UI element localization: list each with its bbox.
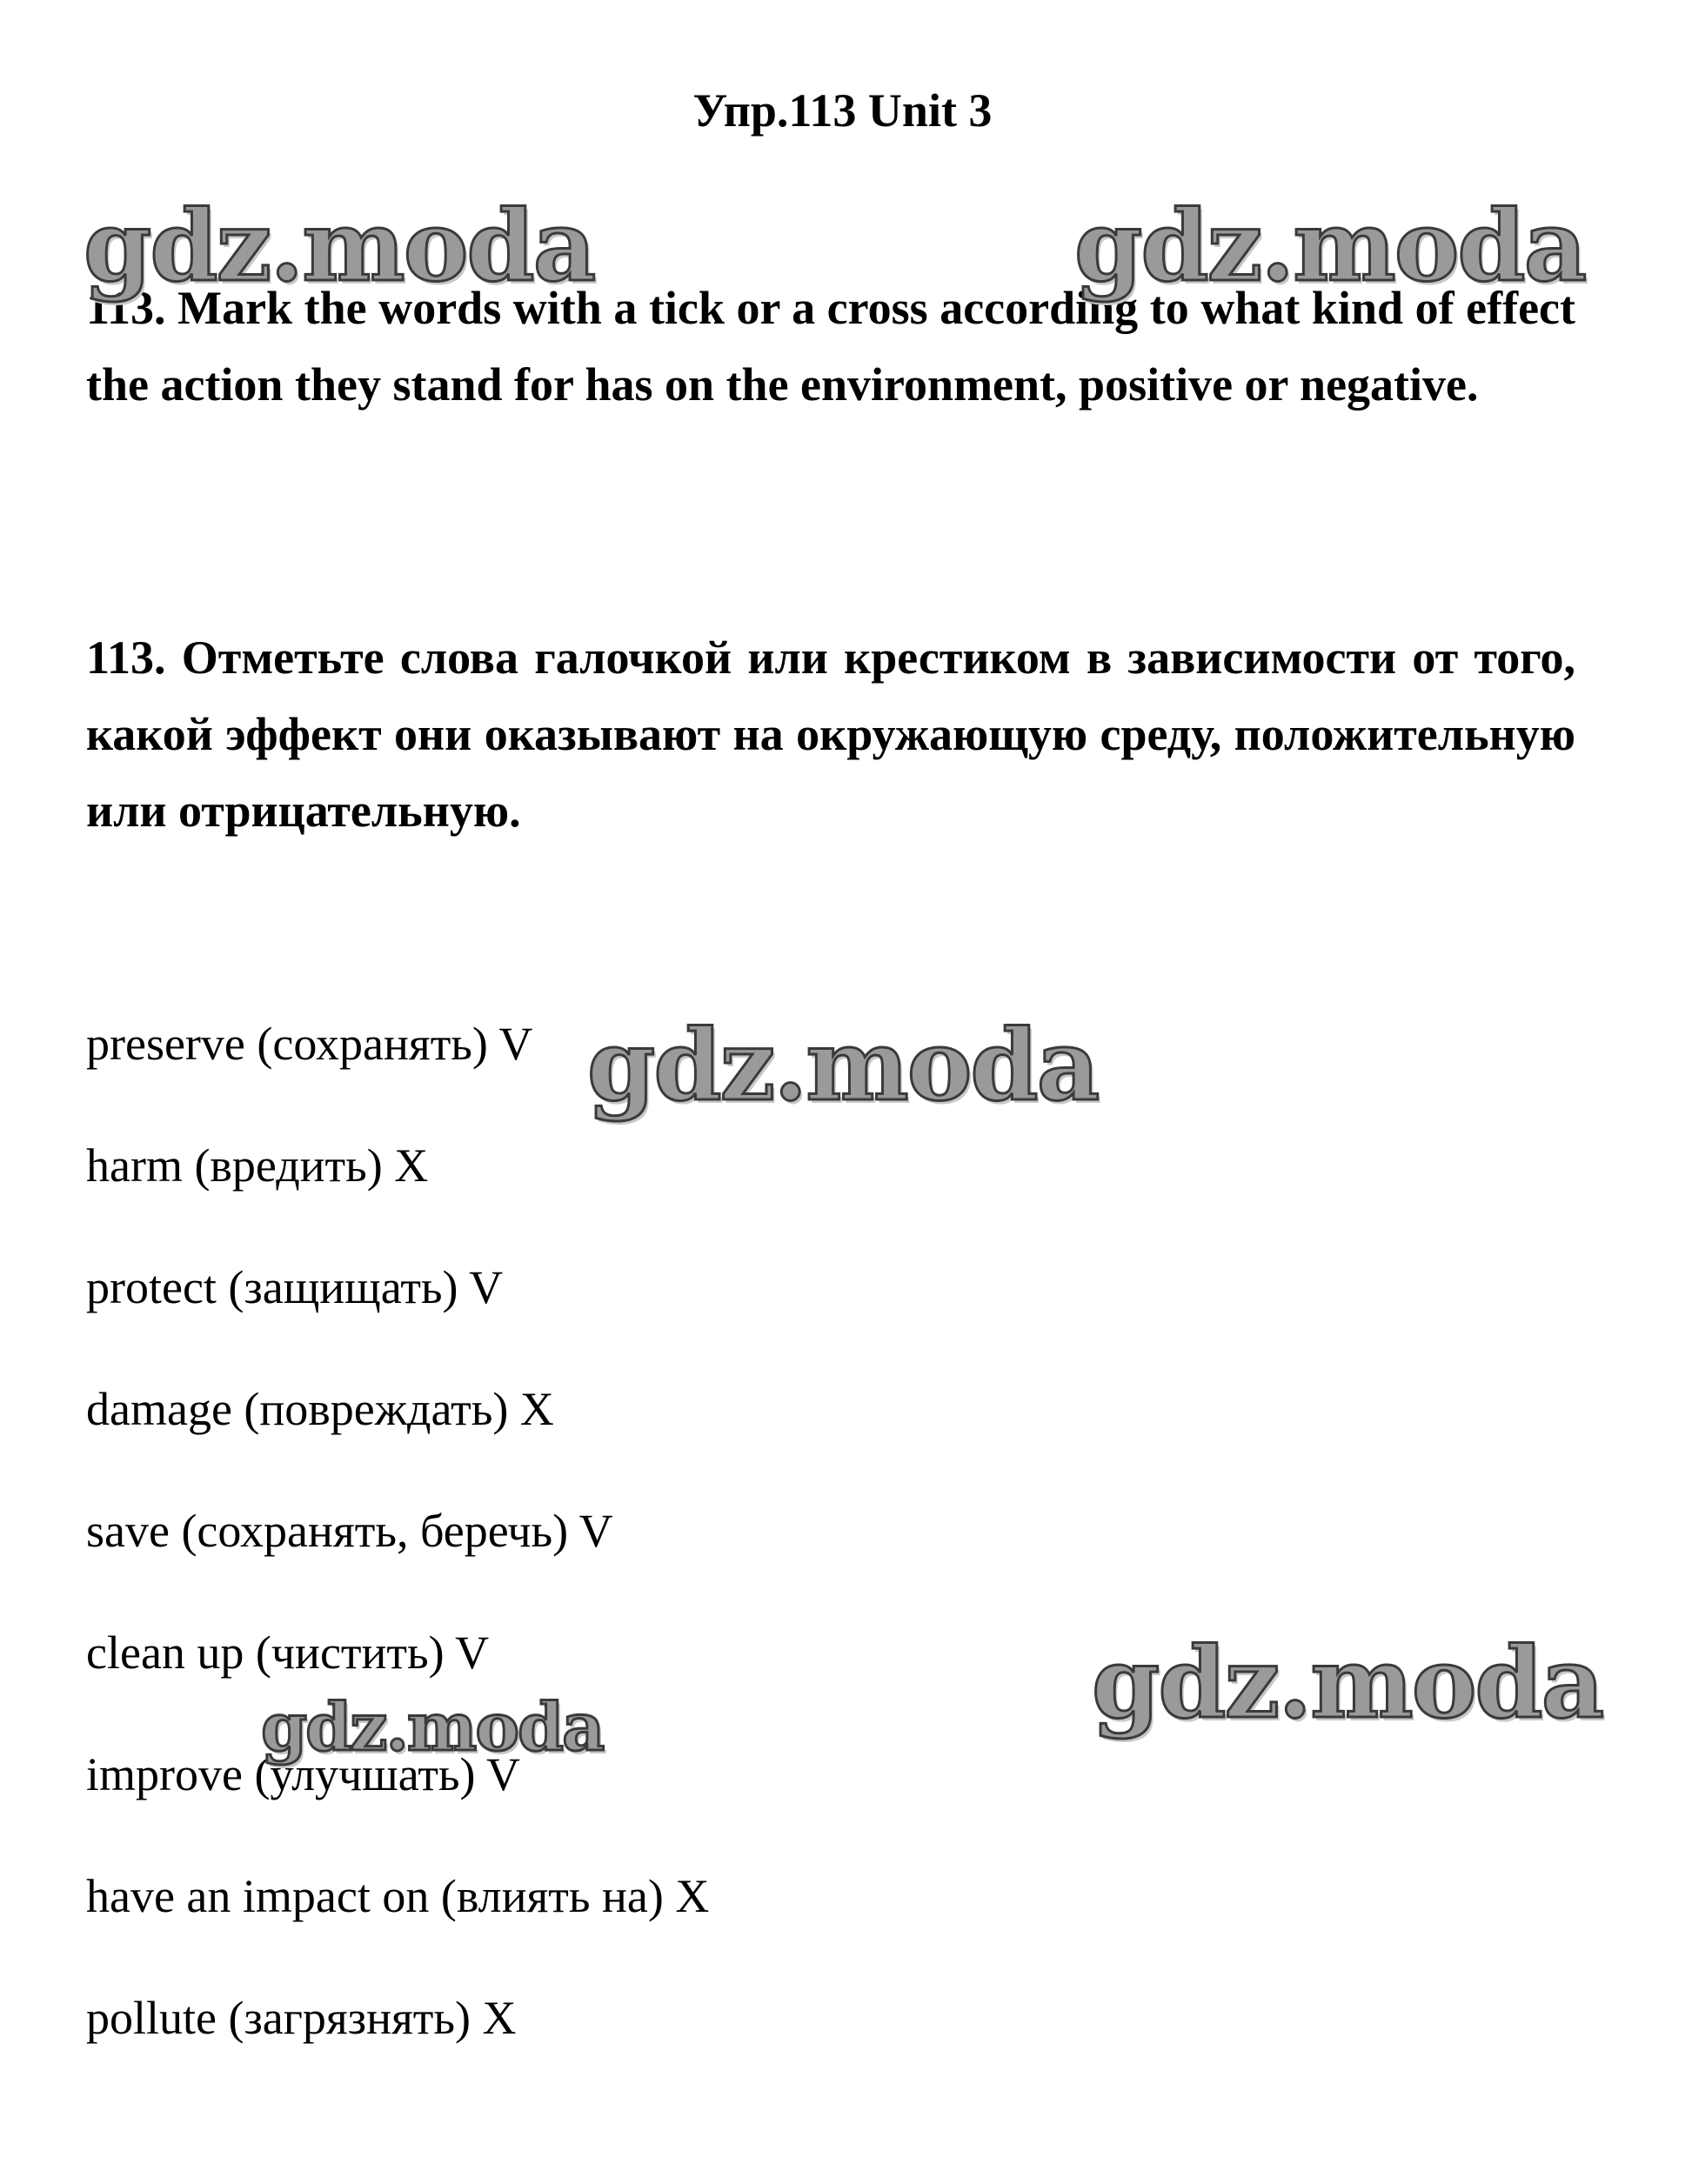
- watermark: gdz.moda: [1074, 190, 1586, 304]
- task-english: 113. Mark the words with a tick or a cross according to what kind of effect the action they stand for has on the environment, positive or negative.: [86, 282, 1575, 411]
- watermark: gdz.moda: [587, 1009, 1099, 1123]
- answer-item: damage (повреждать) X: [86, 1383, 554, 1435]
- page-title: Упр.113 Unit 3: [692, 84, 993, 137]
- answer-item: save (сохранять, беречь) V: [86, 1505, 613, 1557]
- answer-item: pollute (загрязнять) X: [86, 1992, 517, 2044]
- answer-item: clean up (чистить) V: [86, 1626, 490, 1679]
- answer-item: preserve (сохранять) V: [86, 1018, 533, 1070]
- answer-list: [86, 1013, 709, 2109]
- answer-item: improve (улучшать) V: [86, 1748, 521, 1800]
- watermark: gdz.moda: [1092, 1626, 1603, 1740]
- watermark: gdz.moda: [84, 190, 595, 304]
- answer-item: have an impact on (влиять на) X: [86, 1870, 710, 1922]
- answer-item: protect (защищать) V: [86, 1261, 504, 1313]
- task-russian: 113. Отметьте слова галочкой или крестиком в зависимости от того, какой эффект они оказывают на окружающую среду, положительную или отрицательную.: [86, 631, 1575, 837]
- answer-item: harm (вредить) X: [86, 1139, 429, 1192]
- watermark: gdz.moda: [261, 1688, 604, 1766]
